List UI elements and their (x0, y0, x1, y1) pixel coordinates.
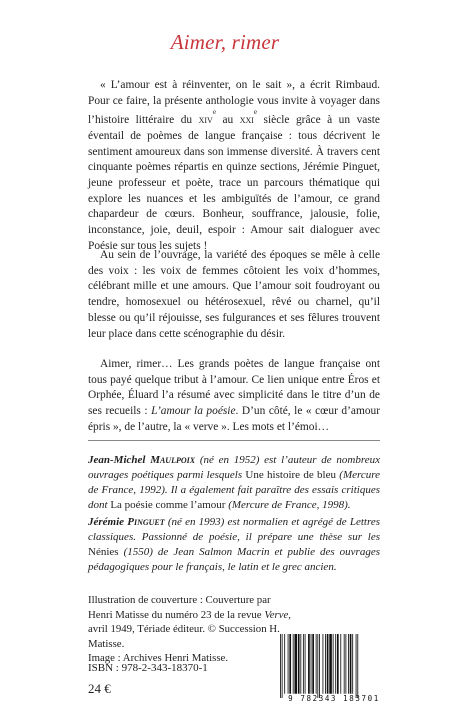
editor-name: Jérémie Pinguet (88, 516, 165, 528)
barcode-bar (312, 634, 314, 694)
barcode-bar (282, 634, 283, 698)
barcode-bar (288, 634, 289, 694)
barcode-bar (303, 634, 304, 694)
barcode-bar (300, 634, 301, 694)
barcode-bar (325, 634, 326, 694)
price-label: 24 € (88, 681, 111, 696)
barcode-bar (323, 634, 324, 694)
description-paragraph-2: Au sein de l’ouvrage, la variété des époques se mêle à celle des voix : les voix de femmes côtoient les voix d’hommes, célébrant mille et une amours. Que l’amour soit foudroyant ou tendre, homosexuel ou hétérosexuel, rêvé ou charnel, qu’il blesse ou qu’il réjouisse, ses fulgurances et ses fêlures trouvent leur place dans cette scénographie du désir. (88, 249, 380, 340)
barcode-bar (319, 634, 320, 698)
barcode-bar (316, 634, 317, 694)
barcode-bar (289, 634, 291, 694)
barcode-bar (293, 634, 294, 694)
barcode-bar (333, 634, 334, 694)
barcode-bar (327, 634, 329, 694)
barcode-bar (344, 634, 345, 694)
barcode-bar (340, 634, 341, 694)
barcode-bar (357, 634, 358, 698)
barcode-bar (335, 634, 336, 694)
author-bio-pinguet: Jérémie Pinguet (né en 1993) est normalien et agrégé de Lettres classiques. Passionné de poésie, il prépare une thèse sur les Nénies (1550) de Jean Salmon Macrin et publie des ouvrages pédagogiques pour le français, le latin et le grec ancien. (88, 516, 380, 573)
barcode-bar (345, 634, 346, 694)
description-paragraph-1: « L’amour est à réinventer, on le sait », a écrit Rimbaud. Pour ce faire, la présente anthologie vous invite à voyager dans l’histoire littéraire du xiv$^e$ au xxi$^e$ siècle grâce à un vaste éventail de poèmes de langue française : tous décrivent le sentiment amoureux dans son immense diversité. À travers cent cinquante poèmes répartis en quinze sections, Jérémie Pinguet, jeune professeur et poète, trace un parcours thématique qui explore les nuances et les ambiguïtés de l’amour, ce grand chapardeur de cœurs. Bonheur, souffrance, jalousie, folie, inconstance, joie, deuil, espoir : Amour sait dialoguer avec Poésie sur tous les sujets ! (88, 79, 380, 252)
barcode-bar (305, 634, 306, 694)
barcode-bar (280, 634, 281, 698)
author-bio-maulpoix: Jean-Michel Maulpoix (né en 1952) est l’auteur de nombreux ouvrages poétiques parmi lesquels Une histoire de bleu (Mercure de France, 1992). Il a également fait paraître des essais critiques dont La poésie comme l’amour (Mercure de France, 1998). (88, 454, 381, 511)
barcode-bar (284, 634, 285, 694)
barcode-bar (298, 634, 300, 694)
barcode-bar (348, 634, 349, 694)
section-divider (88, 440, 380, 441)
barcode-bar (356, 634, 357, 698)
barcode-icon (278, 634, 390, 698)
author-name: Jean-Michel Maulpoix (88, 454, 196, 466)
barcode-bar (294, 634, 297, 694)
illustration-credits: Illustration de couverture : Couverture par Henri Matisse du numéro 23 de la revue Verve, avril 1949, Tériade éditeur. © Succession H. Matisse. Image : Archives Henri Matisse. (88, 594, 291, 665)
barcode-bar (352, 634, 353, 694)
barcode-bar (308, 634, 310, 694)
barcode-digits: 9 782343 183701 (288, 694, 380, 703)
barcode-bar (317, 634, 318, 698)
barcode-bar (329, 634, 332, 694)
barcode-bar (311, 634, 312, 694)
barcode-bar (337, 634, 339, 694)
description-paragraph-3: Aimer, rimer… Les grands poètes de langue française ont tous payé quelque tribut à l’amour. Ce lien unique entre Éros et Orphée, Éluard l’a résumé avec simplicité dans le titre d’un de ses recueils : L’amour la poésie. D’un côté, le « cœur d’amour épris », de l’autre, la « verve ». Les mots et l’émoi… (88, 358, 381, 433)
book-title: Aimer, rimer (170, 30, 280, 54)
barcode-bar (350, 634, 352, 694)
isbn-number: ISBN : 978-2-343-18370-1 (88, 662, 208, 674)
